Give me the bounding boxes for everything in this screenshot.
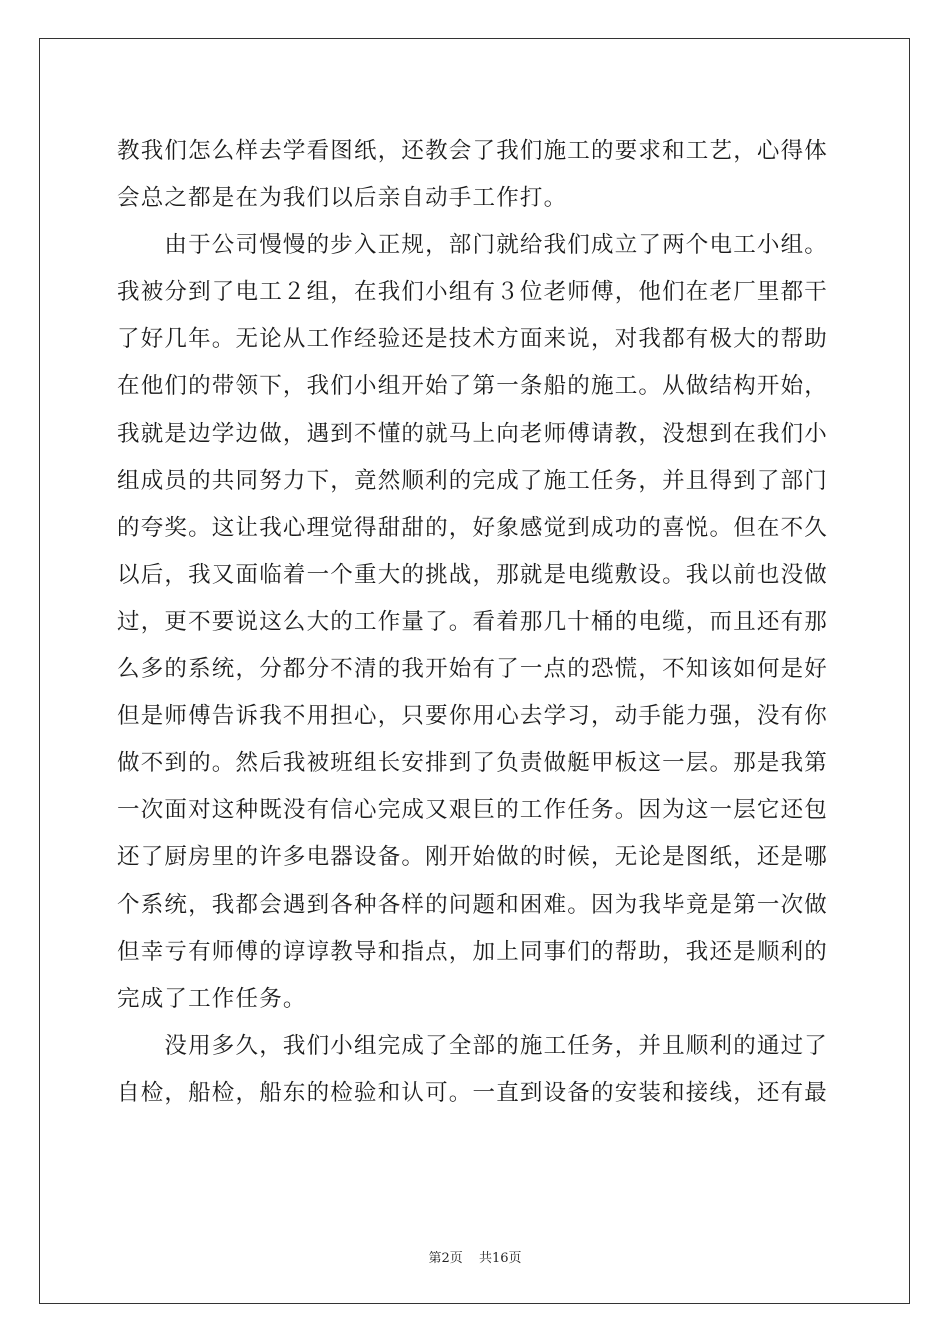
text-line: 我就是边学边做，遇到不懂的就马上向老师傅请教，没想到在我们小 (117, 420, 829, 447)
text-line: 但是师傅告诉我不用担心，只要你用心去学习，动手能力强，没有你 (117, 703, 829, 730)
text-line: 没用多久，我们小组完成了全部的施工任务，并且顺利的通过了 (117, 1032, 829, 1059)
text-line: 但幸亏有师傅的谆谆教导和指点，加上同事们的帮助，我还是顺利的 (117, 938, 829, 965)
text-line: 做不到的。然后我被班组长安排到了负责做艇甲板这一层。那是我第 (117, 750, 829, 777)
text-line: 组成员的共同努力下，竟然顺利的完成了施工任务，并且得到了部门 (117, 467, 829, 494)
text-line: 自检，船检，船东的检验和认可。一直到设备的安装和接线，还有最 (117, 1079, 829, 1106)
text-line: 由于公司慢慢的步入正规，部门就给我们成立了两个电工小组。 (117, 232, 829, 259)
text-line: 教我们怎么样去学看图纸，还教会了我们施工的要求和工艺，心得体 (117, 138, 829, 164)
text-line: 的夸奖。这让我心理觉得甜甜的，好象感觉到成功的喜悦。但在不久 (117, 514, 829, 541)
text-line: 么多的系统，分都分不清的我开始有了一点的恐慌，不知该如何是好 (117, 656, 829, 683)
text-line: 一次面对这种既没有信心完成又艰巨的工作任务。因为这一层它还包 (117, 797, 829, 824)
text-line: 会总之都是在为我们以后亲自动手工作打。 (117, 185, 568, 212)
page-total: 共16页 (478, 1251, 522, 1266)
text-line: 在他们的带领下，我们小组开始了第一条船的施工。从做结构开始， (117, 373, 829, 400)
text-line: 完成了工作任务。 (117, 985, 307, 1012)
text-line: 我被分到了电工２组，在我们小组有３位老师傅，他们在老厂里都干 (117, 279, 829, 306)
document-body (117, 128, 837, 1117)
text-line: 以后，我又面临着一个重大的挑战，那就是电缆敷设。我以前也没做 (117, 561, 829, 588)
text-line: 了好几年。无论从工作经验还是技术方面来说，对我都有极大的帮助 (117, 326, 829, 353)
text-line: 过，更不要说这么大的工作量了。看着那几十桶的电缆，而且还有那 (117, 608, 829, 635)
text-line: 还了厨房里的许多电器设备。刚开始做的时候，无论是图纸，还是哪 (117, 844, 829, 871)
page-number: 第2页 (428, 1251, 463, 1266)
text-line: 个系统，我都会遇到各种各样的问题和困难。因为我毕竟是第一次做 (117, 891, 829, 918)
page-footer (0, 1247, 950, 1266)
